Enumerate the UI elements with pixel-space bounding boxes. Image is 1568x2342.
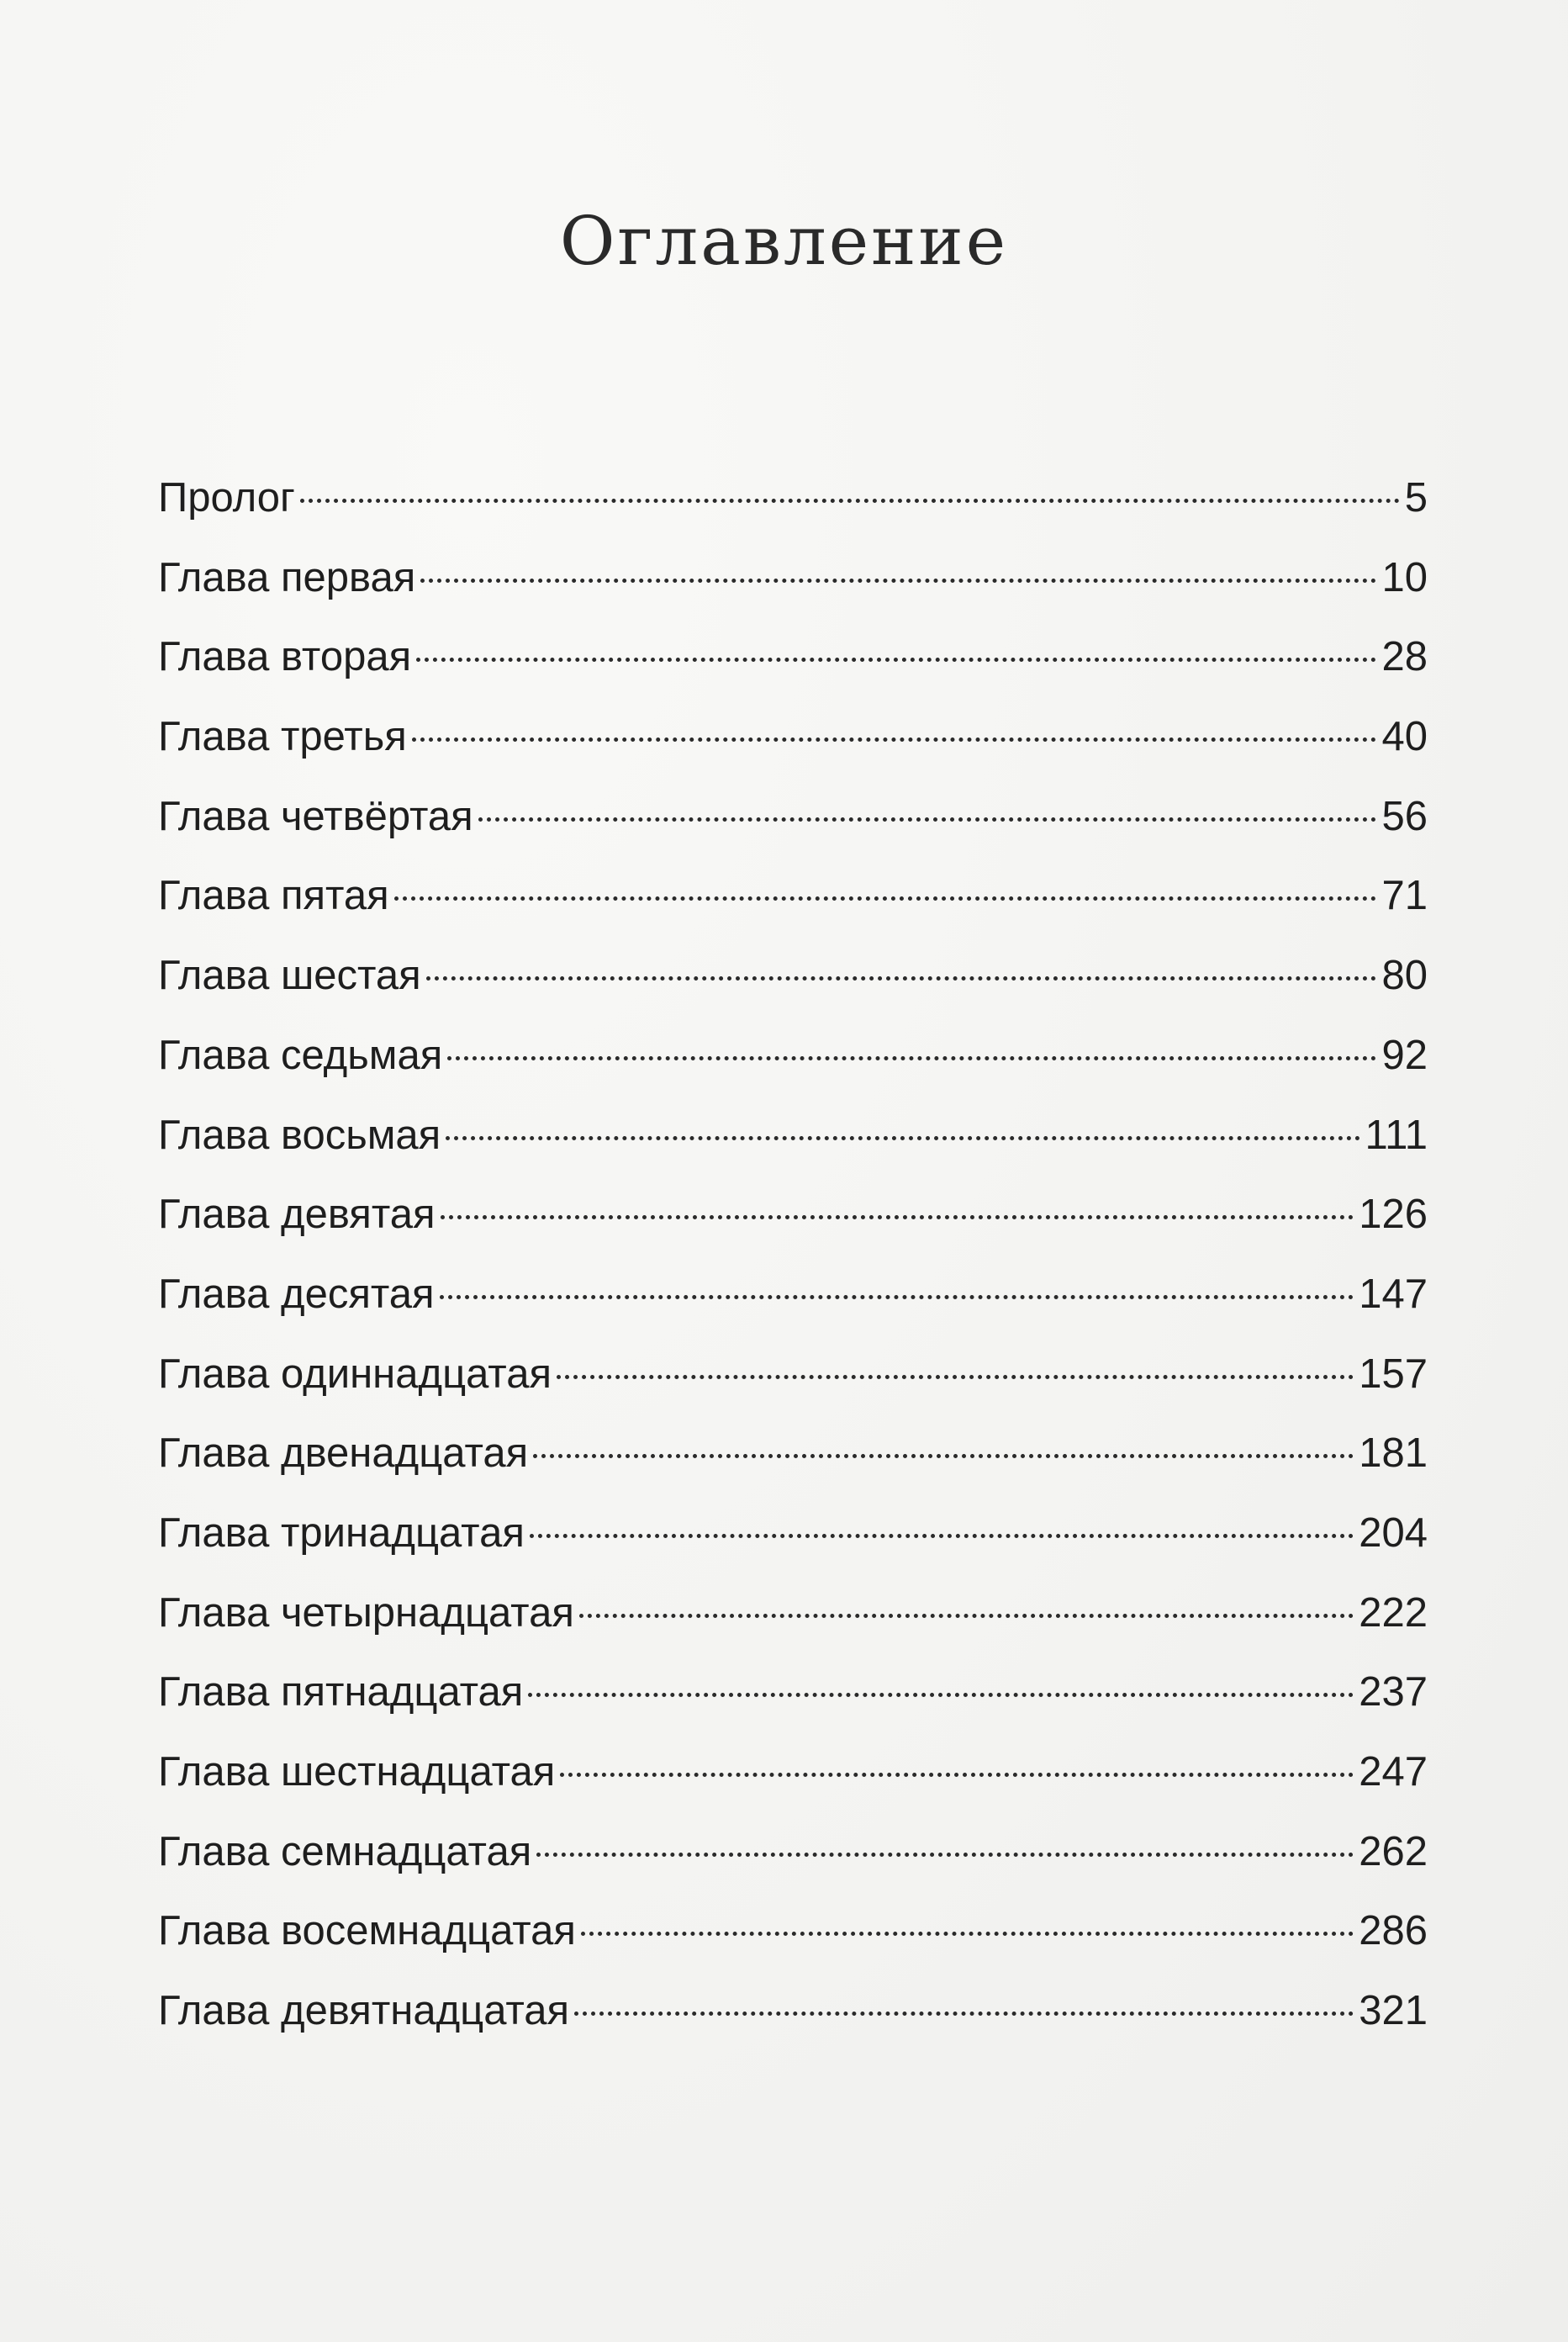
dot-leader xyxy=(536,1853,1354,1857)
toc-entry xyxy=(158,936,1428,1016)
toc-entry xyxy=(158,1652,1428,1732)
dot-leader xyxy=(420,579,1376,583)
toc-entry-label: Глава седьмая xyxy=(158,1032,443,1078)
toc-entry xyxy=(158,777,1428,857)
dot-leader xyxy=(412,737,1377,742)
toc-entry-page-number: 126 xyxy=(1359,1192,1428,1238)
toc-entry-page-number: 147 xyxy=(1359,1271,1428,1317)
toc-entry-label: Глава шестая xyxy=(158,953,421,999)
dot-leader xyxy=(557,1375,1354,1379)
toc-entry xyxy=(158,1335,1428,1414)
dot-leader xyxy=(528,1693,1354,1697)
toc-entry-label: Глава четвёртая xyxy=(158,793,473,839)
toc-entry-label: Глава третья xyxy=(158,714,407,760)
toc-entry xyxy=(158,697,1428,777)
toc-entry xyxy=(158,1573,1428,1653)
toc-entry-page-number: 262 xyxy=(1359,1828,1428,1874)
toc-entry xyxy=(158,1732,1428,1812)
toc-entry-label: Глава десятая xyxy=(158,1271,435,1317)
toc-entry-label: Глава вторая xyxy=(158,634,412,680)
toc-entry-page-number: 80 xyxy=(1381,953,1428,999)
toc-entry-page-number: 286 xyxy=(1359,1908,1428,1954)
toc-entry xyxy=(158,1255,1428,1335)
dot-leader xyxy=(560,1773,1354,1777)
toc-entry-label: Глава тринадцатая xyxy=(158,1509,525,1556)
dot-leader xyxy=(579,1614,1354,1618)
dot-leader xyxy=(574,2012,1354,2016)
toc-entry-page-number: 321 xyxy=(1359,1988,1428,2034)
toc-entry xyxy=(158,856,1428,936)
dot-leader xyxy=(446,1136,1359,1140)
toc-entry-page-number: 111 xyxy=(1365,1112,1428,1158)
toc-entry-label: Глава четырнадцатая xyxy=(158,1589,574,1636)
toc-entry-page-number: 237 xyxy=(1359,1669,1428,1716)
toc-entry-label: Глава девятнадцатая xyxy=(158,1988,570,2034)
toc-entry xyxy=(158,1175,1428,1255)
toc-entry-page-number: 157 xyxy=(1359,1351,1428,1397)
toc-entry-label: Пролог xyxy=(158,475,295,521)
toc-entry xyxy=(158,1812,1428,1892)
toc-entry-page-number: 222 xyxy=(1359,1589,1428,1636)
toc-entry xyxy=(158,1971,1428,2051)
toc-entry xyxy=(158,1493,1428,1573)
toc-entry-page-number: 204 xyxy=(1359,1509,1428,1556)
table-of-contents xyxy=(158,458,1428,2051)
toc-entry-label: Глава шестнадцатая xyxy=(158,1749,556,1795)
dot-leader xyxy=(440,1295,1354,1299)
toc-entry-label: Глава девятая xyxy=(158,1192,436,1238)
toc-entry xyxy=(158,1016,1428,1096)
toc-entry-label: Глава одиннадцатая xyxy=(158,1351,552,1397)
toc-entry-page-number: 28 xyxy=(1381,634,1428,680)
toc-entry-label: Глава восьмая xyxy=(158,1112,441,1158)
toc-entry-page-number: 92 xyxy=(1381,1032,1428,1078)
dot-leader xyxy=(426,976,1377,981)
dot-leader xyxy=(416,658,1376,662)
toc-entry-page-number: 40 xyxy=(1381,714,1428,760)
toc-entry-page-number: 247 xyxy=(1359,1749,1428,1795)
page-title: Оглавление xyxy=(559,202,1009,280)
toc-entry-page-number: 5 xyxy=(1404,475,1428,521)
toc-entry xyxy=(158,538,1428,618)
toc-entry-page-number: 56 xyxy=(1381,793,1428,839)
toc-entry-label: Глава семнадцатая xyxy=(158,1828,532,1874)
toc-entry xyxy=(158,1096,1428,1176)
toc-entry-page-number: 181 xyxy=(1359,1430,1428,1477)
dot-leader xyxy=(447,1056,1376,1060)
dot-leader xyxy=(581,1932,1354,1936)
toc-entry-label: Глава первая xyxy=(158,554,416,600)
dot-leader xyxy=(533,1454,1354,1458)
toc-entry-label: Глава восемнадцатая xyxy=(158,1908,576,1954)
dot-leader xyxy=(530,1534,1354,1538)
toc-entry-label: Глава пятая xyxy=(158,873,389,919)
toc-entry xyxy=(158,1414,1428,1493)
toc-entry-label: Глава пятнадцатая xyxy=(158,1669,524,1716)
toc-entry xyxy=(158,458,1428,538)
toc-entry-page-number: 71 xyxy=(1381,873,1428,919)
dot-leader xyxy=(300,499,1400,503)
toc-entry-label: Глава двенадцатая xyxy=(158,1430,529,1477)
toc-entry xyxy=(158,617,1428,697)
dot-leader xyxy=(441,1215,1354,1219)
dot-leader xyxy=(478,817,1377,822)
toc-entry-page-number: 10 xyxy=(1381,554,1428,600)
dot-leader xyxy=(394,896,1377,901)
toc-entry xyxy=(158,1891,1428,1971)
